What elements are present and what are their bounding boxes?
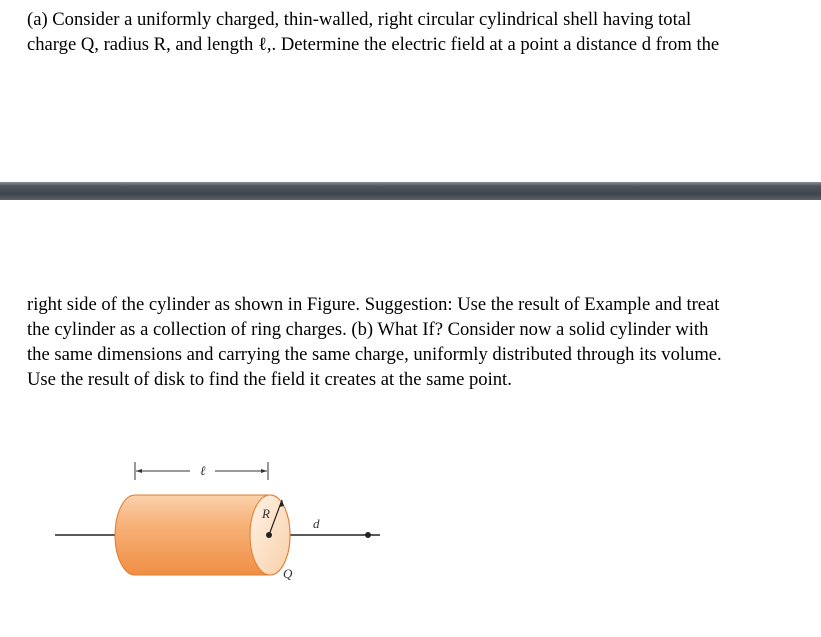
text-line: the same dimensions and carrying the same charge, uniformly distributed through its volume.: [27, 344, 722, 365]
page-divider-bar: [0, 182, 821, 200]
text-line: (a) Consider a uniformly charged, thin-walled, right circular cylindrical shell having total: [27, 9, 692, 30]
cylinder-figure: [0, 440, 430, 610]
text-line: right side of the cylinder as shown in Figure. Suggestion: Use the result of Example and treat: [27, 294, 720, 315]
radius-label: R: [262, 506, 270, 521]
distance-label: d: [313, 516, 320, 531]
text-line: Use the result of disk to find the field it creates at the same point.: [27, 369, 512, 390]
charge-label: Q: [283, 566, 293, 581]
field-point-dot: [365, 532, 371, 538]
text-line: the cylinder as a collection of ring charges. (b) What If? Consider now a solid cylinder with: [27, 319, 709, 340]
length-arrowhead-left: [136, 469, 142, 473]
center-dot: [266, 532, 272, 538]
text-line: charge Q, radius R, and length ℓ,. Determine the electric field at a point a distance d from the: [27, 34, 720, 55]
problem-text-continuation: [27, 292, 817, 392]
length-label: ℓ: [200, 463, 206, 478]
length-arrowhead-right: [261, 469, 267, 473]
problem-text-part-a: [27, 7, 817, 57]
